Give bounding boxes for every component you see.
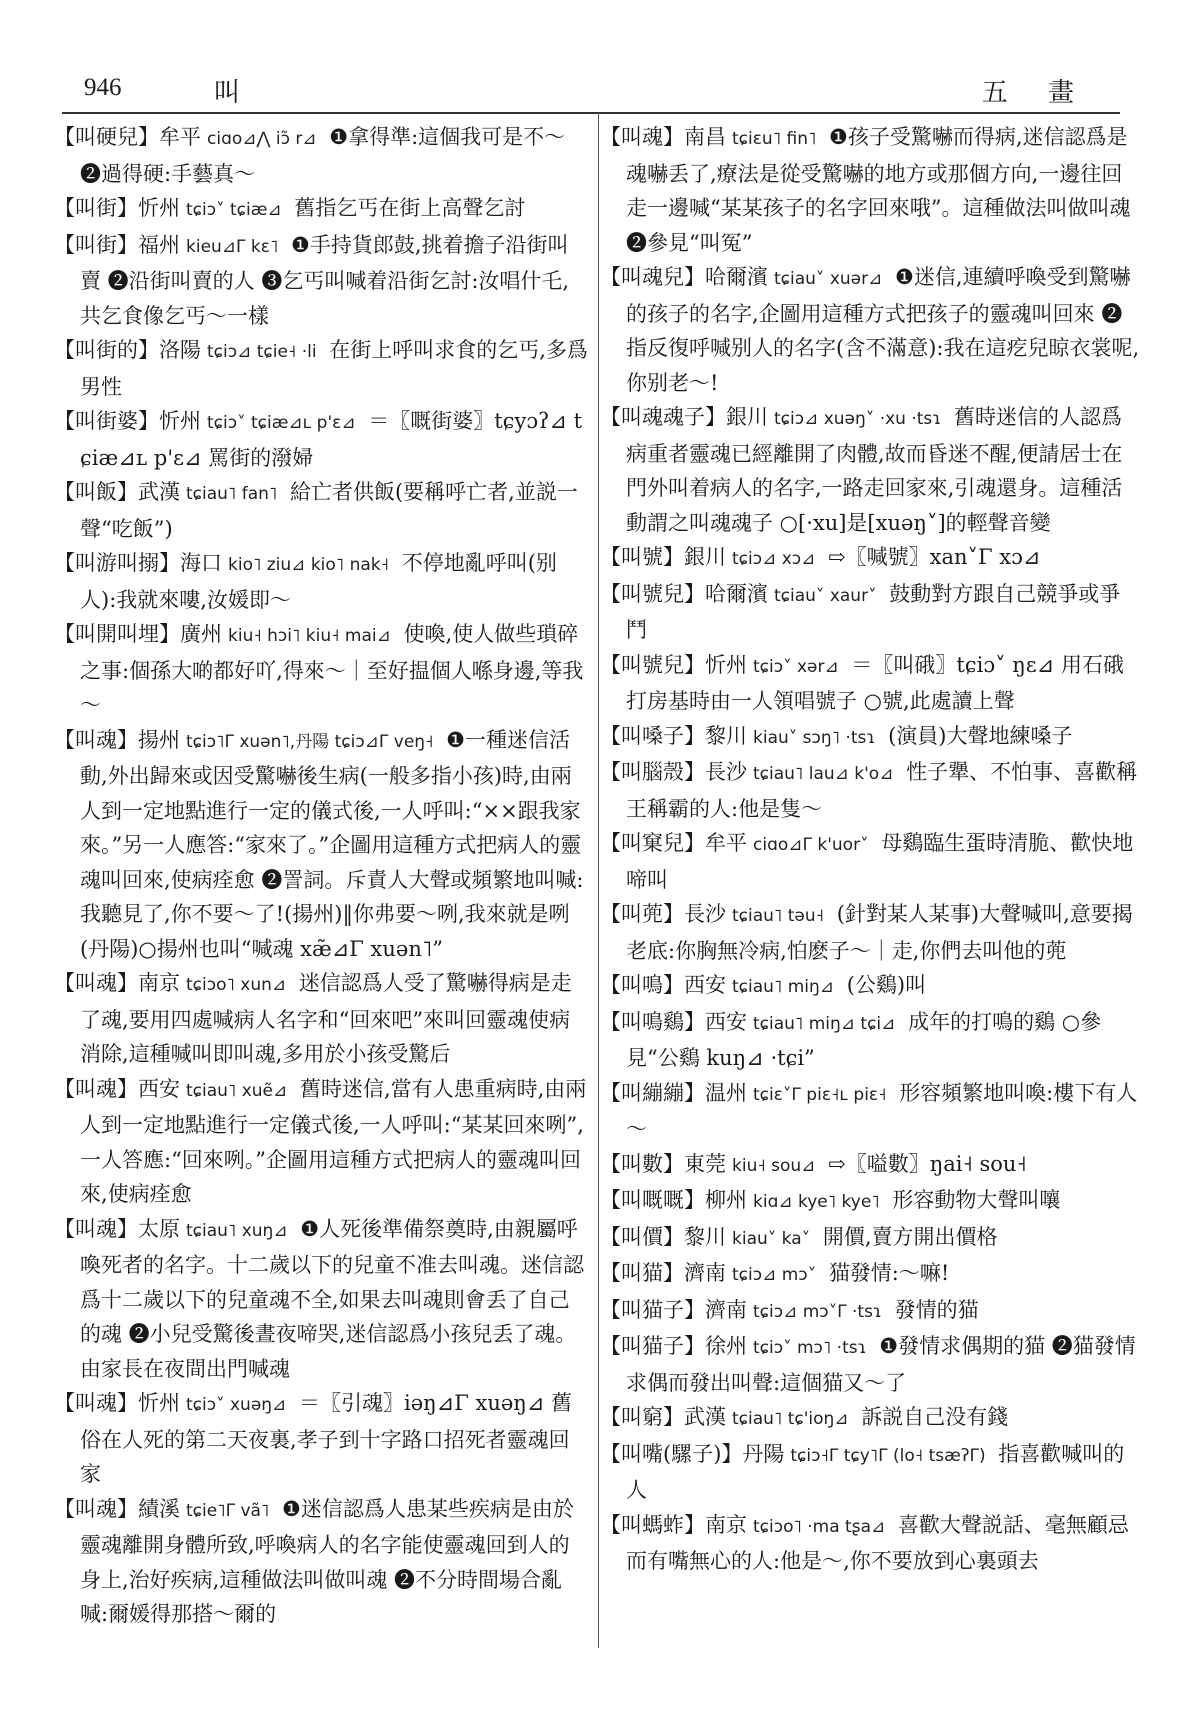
headword: 【 叫魂 】 bbox=[54, 1217, 138, 1241]
dialect-location: 西安 bbox=[684, 973, 726, 997]
definition: ❶一種迷信活動,外出歸來或因受驚嚇後生病(一般多指小孩)時,由兩人到一定地點進行一定的儀式後,一人呼叫:“××跟我家來。”另一人應答:“家來了。”企圖用這種方式把病人的靈魂叫回來,使病痊愈 ❷詈詞。斥責人大聲或頻繁地叫喊:我聽見了,你不要～了!(揚州)‖你弗要～咧,我來就是咧(丹陽)○揚州也叫“喊魂 xæ̃⊿Γ xuən˥” bbox=[80, 727, 584, 961]
headword: 【 叫號兒 】 bbox=[600, 653, 705, 677]
dialect-location: 忻州 bbox=[138, 1391, 180, 1415]
pronunciation: ciɑo⊿⋀ iɔ̃ r⊿ bbox=[207, 129, 317, 149]
right-column bbox=[600, 120, 1140, 1579]
pronunciation: ciɑo⊿Γ k'uor˅ bbox=[753, 835, 869, 855]
dictionary-entry bbox=[54, 1492, 589, 1632]
pronunciation: tɕiau˥ tɕ'ioŋ⊿ bbox=[732, 1409, 849, 1429]
dialect-location: 西安 bbox=[705, 1009, 747, 1034]
headword: 【 叫腦殼 】 bbox=[600, 760, 705, 784]
headword: 【 叫魂 】 bbox=[54, 1077, 138, 1101]
headword: 【 叫魂 】 bbox=[54, 728, 138, 752]
pronunciation: kiu˧ hɔi˥ kiu˧ mai⊿ bbox=[228, 626, 391, 646]
pronunciation: tɕiɔ⊿ mɔ˅Γ ·tsɿ bbox=[753, 1301, 882, 1322]
headword: 【 叫魂 】 bbox=[54, 1497, 138, 1521]
dictionary-entry bbox=[600, 648, 1140, 719]
dialect-location: 丹陽 bbox=[742, 1441, 785, 1466]
dialect-location: 濟南 bbox=[684, 1261, 726, 1285]
dictionary-entry bbox=[54, 723, 589, 967]
pronunciation: tɕiɔ⊿ tɕie˧ ·li bbox=[207, 342, 317, 362]
dialect-location: 忻州 bbox=[705, 652, 747, 677]
dictionary-entry bbox=[600, 1147, 1140, 1184]
dictionary-entry bbox=[54, 333, 589, 404]
dialect-location: 武漢 bbox=[684, 1405, 726, 1429]
dictionary-entry bbox=[600, 120, 1140, 260]
dictionary-entry bbox=[54, 191, 589, 228]
dialect-location: 西安 bbox=[138, 1076, 180, 1101]
dictionary-entry bbox=[600, 826, 1140, 897]
pronunciation: tɕiɔ˅ tɕiæ⊿ʟ p'ɛ⊿ bbox=[207, 413, 356, 433]
definition: ❶發情求偶期的猫 ❷猫發情求偶而發出叫聲:這個猫又～了 bbox=[626, 1334, 1136, 1395]
headword: 【 叫魂 】 bbox=[54, 1391, 138, 1415]
pronunciation: tɕiɔ⊿ xuəŋ˅ ·xu ·tsɿ bbox=[774, 409, 942, 429]
dialect-location: 忻州 bbox=[159, 409, 201, 433]
dialect-location: 長沙 bbox=[705, 760, 747, 784]
running-head-character: 叫 bbox=[214, 78, 241, 108]
pronunciation: tɕiɔo˥ ·ma tʂa⊿ bbox=[753, 1516, 886, 1537]
dialect-location: 哈爾濱 bbox=[705, 581, 768, 606]
definition: 形容動物大聲叫嚷 bbox=[892, 1188, 1061, 1212]
dialect-location: 銀川 bbox=[726, 405, 768, 429]
definition: (針對某人某事)大聲喊叫,意要揭老底:你胸無冷病,怕麽子～｜走,你們去叫他的蔸 bbox=[626, 902, 1133, 963]
definition: ❶人死後準備祭奠時,由親屬呼喚死者的名字。十二歲以下的兒童不准去叫魂。迷信認爲十二歲以下的兒童魂不全,如果去叫魂則會丢了自己的魂 ❷小兒受驚後晝夜啼哭,迷信認爲小孩兒丢了魂。由家長在夜間出門喊魂 bbox=[80, 1216, 584, 1381]
headword: 【 叫窮 】 bbox=[600, 1405, 684, 1429]
headword: 【 叫街 】 bbox=[54, 196, 138, 220]
headword: 【 叫嘅嘅 】 bbox=[600, 1188, 705, 1212]
dialect-location: 徐州 bbox=[705, 1334, 747, 1358]
headword: 【 叫窠兒 】 bbox=[600, 831, 705, 855]
pronunciation: tɕiau˥ miŋ⊿ bbox=[732, 977, 835, 997]
stroke-count-label: 五 畫 bbox=[981, 78, 1090, 108]
dialect-location: 廣州 bbox=[180, 622, 222, 646]
dialect-location: 濟南 bbox=[705, 1297, 747, 1322]
dialect-location: 長沙 bbox=[684, 902, 726, 926]
dialect-location: 黎川 bbox=[684, 1224, 726, 1249]
pronunciation: tɕiau˥ fan˥ bbox=[186, 484, 278, 504]
pronunciation: tɕiau˥ xuẽ⊿ bbox=[186, 1080, 288, 1101]
dialect-location: 黎川 bbox=[705, 723, 747, 748]
definition: 指喜歡喊叫的人 bbox=[626, 1441, 1125, 1502]
pronunciation: tɕiau˥ xuŋ⊿ bbox=[186, 1220, 288, 1241]
dictionary-entry bbox=[54, 1212, 589, 1387]
dialect-location: 牟平 bbox=[705, 831, 747, 855]
definition: 在街上呼叫求食的乞丐,多爲男性 bbox=[80, 338, 588, 399]
headword: 【 叫街 】 bbox=[54, 233, 138, 257]
dialect-location: 南昌 bbox=[684, 125, 726, 149]
headword: 【 叫猫子 】 bbox=[600, 1334, 705, 1358]
pronunciation: kio˥ ziu⊿ kio˥ nak˧ bbox=[228, 555, 390, 575]
dictionary-entry bbox=[54, 228, 589, 334]
headword: 【 叫魂 】 bbox=[54, 971, 138, 995]
left-column bbox=[54, 120, 589, 1632]
pronunciation: tɕiɛu˥ fin˥ bbox=[732, 129, 817, 149]
dialect-location: 武漢 bbox=[138, 480, 180, 504]
definition: 迷信認爲人受了驚嚇得病是走了魂,要用四處喊病人名字和“回來吧”來叫回靈魂使病消除,這種喊叫即叫魂,多用於小孩受驚后 bbox=[80, 971, 572, 1066]
pronunciation: tɕiɔ˅ xər⊿ bbox=[753, 656, 839, 677]
definition: ❶迷信認爲人患某些疾病是由於靈魂離開身體所致,呼喚病人的名字能使靈魂回到人的身上,治好疾病,這種做法叫做叫魂 ❷不分時間場合亂喊:爾媛得那搭～爾的 bbox=[80, 1496, 574, 1626]
headword: 【 叫魂兒 】 bbox=[600, 265, 705, 289]
dictionary-entry bbox=[600, 755, 1140, 826]
headword: 【 叫魂魂子 】 bbox=[600, 405, 726, 429]
definition: ❶手持貨郎鼓,挑着擔子沿街叫賣 ❷沿街叫賣的人 ❸乞丐叫喊着沿街乞討:汝唱什乇,共乞食像乞丐～一樣 bbox=[80, 232, 570, 328]
pronunciation: tɕiɔ˅ xuəŋ⊿ bbox=[186, 1395, 287, 1415]
pronunciation: tɕie˥Γ vã˥ bbox=[186, 1500, 270, 1521]
headword: 【 叫街婆 】 bbox=[54, 409, 159, 433]
dictionary-entry bbox=[600, 1437, 1140, 1508]
dictionary-entry bbox=[600, 1400, 1140, 1437]
headword: 【 叫嗓子 】 bbox=[600, 724, 705, 748]
dialect-location: 柳州 bbox=[705, 1188, 747, 1212]
dialect-location: 温州 bbox=[705, 1080, 747, 1105]
headword: 【 叫街的 】 bbox=[54, 338, 159, 362]
pronunciation: tɕiɔ⊿ mɔ˅ bbox=[732, 1265, 817, 1285]
headword: 【 叫鳴鷄 】 bbox=[600, 1010, 705, 1034]
pronunciation: kiau˅ sɔŋ˥ ·tsɿ bbox=[753, 727, 876, 748]
headword: 【 叫價 】 bbox=[600, 1225, 684, 1249]
definition: 喜歡大聲説話、毫無顧忌而有嘴無心的人:他是～,你不要放到心裏頭去 bbox=[626, 1512, 1129, 1573]
definition: 給亡者供飯(要稱呼亡者,並説一聲“吃飯”) bbox=[80, 480, 578, 541]
headword: 【 叫猫 】 bbox=[600, 1261, 684, 1285]
dictionary-entry bbox=[54, 120, 589, 191]
dialect-location: 太原 bbox=[138, 1216, 180, 1241]
dialect-location: 福州 bbox=[138, 232, 180, 257]
dialect-location: 南京 bbox=[705, 1512, 747, 1537]
headword: 【 叫游叫搦 】 bbox=[54, 551, 180, 575]
dictionary-entry bbox=[600, 1076, 1140, 1147]
pronunciation: kiu˧ sou⊿ bbox=[732, 1155, 816, 1176]
dialect-location: 銀川 bbox=[684, 545, 726, 569]
definition: 成年的打鳴的鷄 ○參見“公鷄 kuŋ⊿ ·tɕi” bbox=[626, 1009, 1102, 1070]
definition: 鼓動對方跟自己競爭或爭鬥 bbox=[626, 581, 1121, 642]
page-number: 946 bbox=[84, 74, 122, 101]
headword: 【 叫嘴(騾子) 】 bbox=[600, 1442, 742, 1466]
definition: ⇨〖嗌數〗ŋai˧ sou˧ bbox=[828, 1151, 1027, 1176]
dictionary-entry bbox=[600, 1329, 1140, 1400]
headword: 【 叫數 】 bbox=[600, 1152, 684, 1176]
pronunciation: tɕiɔ⊿ xɔ⊿ bbox=[732, 549, 816, 569]
dictionary-entry bbox=[54, 404, 589, 475]
dialect-location: 海口 bbox=[180, 551, 222, 575]
definition: 舊時迷信,當有人患重病時,由兩人到一定地點進行一定儀式後,一人呼叫:“某某回來咧”,一人答應:“回來咧。”企圖用這種方式把病人的靈魂叫回來,使病痊愈 bbox=[80, 1076, 587, 1206]
dictionary-entry bbox=[600, 1256, 1140, 1293]
dictionary-entry bbox=[600, 1293, 1140, 1330]
dialect-location: 績溪 bbox=[138, 1496, 180, 1521]
pronunciation: tɕiɔ˧Γ tɕy˥Γ (lo˧ tsæʔΓ) bbox=[790, 1445, 986, 1466]
dialect-location: 洛陽 bbox=[159, 338, 201, 362]
definition: 不停地亂呼叫(别人):我就來嘍,汝媛即～ bbox=[80, 551, 557, 612]
definition: 形容頻繁地叫喚:樓下有人～ bbox=[626, 1080, 1138, 1141]
headword: 【 叫號兒 】 bbox=[600, 582, 705, 606]
dictionary-entry bbox=[54, 966, 589, 1072]
dictionary-entry bbox=[600, 1508, 1140, 1579]
dictionary-entry bbox=[600, 400, 1140, 540]
pronunciation: tɕiɔ˅ mɔ˥ ·tsɿ bbox=[753, 1338, 867, 1358]
dialect-location: 揚州 bbox=[138, 727, 180, 752]
pronunciation: tɕiɛ˅Γ piɛ˧ʟ piɛ˧ bbox=[753, 1084, 887, 1105]
dictionary-entry bbox=[600, 1183, 1140, 1220]
pronunciation: kiɑ⊿ kye˥ kye˥ bbox=[753, 1192, 880, 1212]
definition: ❶孩子受驚嚇而得病,迷信認爲是魂嚇丢了,療法是從受驚嚇的地方或那個方向,一邊往回走一邊喊“某某孩子的名字回來哦”。這種做法叫做叫魂 ❷參見“叫冤” bbox=[626, 125, 1131, 255]
dictionary-entry bbox=[600, 1220, 1140, 1257]
definition: ❶拿得準:這個我可是不～ ❷過得硬:手藝真～ bbox=[80, 125, 566, 186]
pronunciation: tɕiau˥ lau⊿ k'o⊿ bbox=[753, 764, 894, 784]
dictionary-entry bbox=[600, 540, 1140, 577]
definition: 發情的猫 bbox=[894, 1297, 979, 1322]
headword: 【 叫硬兒 】 bbox=[54, 125, 159, 149]
dialect-location: 哈爾濱 bbox=[705, 265, 768, 289]
dialect-location: 牟平 bbox=[159, 125, 201, 149]
definition: 開價,賣方開出價格 bbox=[822, 1224, 998, 1249]
definition: 猫發情:～嘛! bbox=[828, 1261, 950, 1285]
pronunciation: tɕiau˅ xaur˅ bbox=[774, 585, 877, 606]
definition: ＝〖引魂〗iəŋ⊿Γ xuəŋ⊿ 舊俗在人死的第二天夜裏,孝子到十字路口招死者靈魂回家 bbox=[80, 1391, 573, 1486]
headword: 【 叫開叫埋 】 bbox=[54, 622, 180, 646]
headword: 【 叫魂 】 bbox=[600, 125, 684, 149]
dictionary-entry bbox=[600, 897, 1140, 968]
column-divider bbox=[598, 113, 599, 1648]
page-header bbox=[62, 64, 1120, 114]
pronunciation: tɕiɔ˅ tɕiæ⊿ bbox=[186, 200, 282, 220]
definition: 性子犟、不怕事、喜歡稱王稱霸的人:他是隻～ bbox=[626, 760, 1138, 821]
headword: 【 叫蔸 】 bbox=[600, 902, 684, 926]
dictionary-entry bbox=[600, 719, 1140, 756]
pronunciation: tɕiau˥ təu˧ bbox=[732, 906, 824, 926]
definition: 使喚,使人做些瑣碎之事:個孫大啲都好吖,得來～｜至好揾個人喺身邊,等我～ bbox=[80, 622, 584, 717]
pronunciation: tɕiɔo˥ xun⊿ bbox=[186, 975, 287, 995]
definition: 舊指乞丐在街上高聲乞討 bbox=[294, 196, 526, 220]
definition: 母鷄臨生蛋時清脆、歡快地啼叫 bbox=[626, 831, 1134, 892]
dictionary-entry bbox=[54, 617, 589, 723]
pronunciation: tɕiɔ˥Γ xuən˥,丹陽 tɕiɔ⊿Γ veŋ˧ bbox=[186, 731, 434, 752]
definition: (演員)大聲地練嗓子 bbox=[888, 723, 1073, 748]
definition: ⇨〖喊號〗xan˅Γ xɔ⊿ bbox=[828, 545, 1041, 569]
dictionary-entry bbox=[600, 1005, 1140, 1076]
pronunciation: tɕiau˥ miŋ⊿ tɕi⊿ bbox=[753, 1013, 896, 1034]
dictionary-entry bbox=[54, 546, 589, 617]
dictionary-entry bbox=[54, 475, 589, 546]
definition: ❶迷信,連續呼喚受到驚嚇的孩子的名字,企圖用這種方式把孩子的靈魂叫回來 ❷指反復呼喊别人的名字(含不滿意):我在這疙兒晾衣裳呢,你别老～! bbox=[626, 265, 1140, 395]
headword: 【 叫猫子 】 bbox=[600, 1298, 705, 1322]
dialect-location: 南京 bbox=[138, 971, 180, 995]
headword: 【 叫號 】 bbox=[600, 545, 684, 569]
dictionary-entry bbox=[600, 968, 1140, 1005]
headword: 【 叫飯 】 bbox=[54, 480, 138, 504]
definition: ＝〖叫硪〗tɕiɔ˅ ŋɛ⊿ 用石硪打房基時由一人領唱號子 ○號,此處讀上聲 bbox=[626, 652, 1124, 713]
headword: 【 叫繃繃 】 bbox=[600, 1081, 705, 1105]
headword: 【 叫鳴 】 bbox=[600, 973, 684, 997]
pronunciation: kieu⊿Γ kɛ˥ bbox=[186, 236, 279, 257]
dialect-location: 東莞 bbox=[684, 1151, 726, 1176]
definition: ＝〖嘅街婆〗tɕyɔʔ⊿ tɕiæ⊿ʟ p'ɛ⊿ 罵街的潑婦 bbox=[80, 409, 583, 470]
definition: 舊時迷信的人認爲病重者靈魂已經離開了肉體,故而昏迷不醒,便請居士在門外叫着病人的名字,一路走回家來,引魂還身。這種活動謂之叫魂魂子 ○[·xu]是[xuəŋ˅]的輕聲音變 bbox=[626, 405, 1123, 535]
headword: 【 叫螞蚱 】 bbox=[600, 1513, 705, 1537]
pronunciation: kiau˅ ka˅ bbox=[732, 1228, 811, 1249]
dictionary-entry bbox=[54, 1072, 589, 1212]
dictionary-entry bbox=[600, 577, 1140, 648]
dialect-location: 忻州 bbox=[138, 196, 180, 220]
definition: (公鷄)叫 bbox=[846, 973, 927, 997]
dictionary-entry bbox=[600, 260, 1140, 400]
dictionary-entry bbox=[54, 1386, 589, 1492]
definition: 訴説自己没有錢 bbox=[861, 1405, 1009, 1429]
pronunciation: tɕiau˅ xuər⊿ bbox=[774, 269, 883, 289]
